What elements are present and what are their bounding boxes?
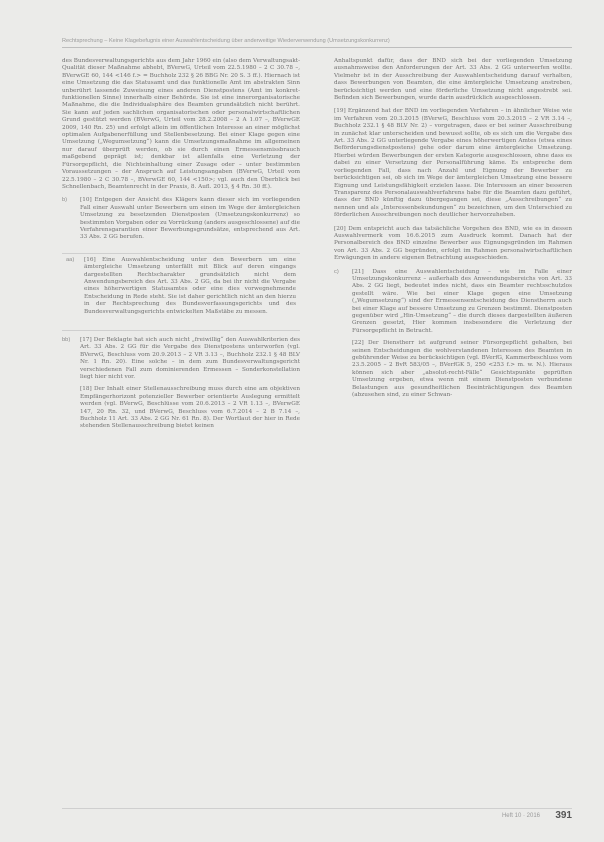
- paragraph: [21] Dass eine Auswahlentscheidung – wie im Falle einer Umsetzungskonkurrenz – außerhalb des Anwendungsbereichs von Art. 33 Abs. 2 GG liegt, bedeutet indes nicht, dass ein Beamter rechtsschutzlos gestellt wäre. Wie bei einer Klage gegen eine Umsetzung („Wegumsetzung“) sind der Ermessensentscheidung des Dienstherrn auch bei einer Klage auf bessere Umsetzung zu Grenzen bestimmt. Dienstposten gegenüber wird „Hin-Umsetzung“ – die durch dieses dargestellten äußeren Grenzen gesetzt, Hier kommen insbesondere die Verletzung der Fürsorgepflicht in Betracht.: [352, 268, 572, 334]
- right-column: [334, 58, 572, 410]
- paragraph: [18] Der Inhalt einer Stellenausschreibung muss durch eine am objektiven Empfängerhorizont potenzieller Bewerber orientierte Auslegung ermittelt werden (vgl. BVerwG, Beschlüsse vom 20.6.2013 – 2 VR 1.13 –, BVerwGE 147, 20 Rn. 32, und BVerwG, Beschluss vom 6.7.2014 – 2 B 7.14 –, Buchholz 11 Art. 33 Abs. 2 GG Nr. 61 Rn. 8). Der Wortlaut der hier in Rede stehenden Stellenausschreibung bietet keinen: [80, 386, 300, 430]
- paragraph: [16] Eine Auswahlentscheidung unter den Bewerbern um eine ämtergleiche Umsetzung unterfällt mit Blick auf deren eingangs dargestellten Rechtscharakter grundsätzlich nicht dem Anwendungsbereich des Art. 33 Abs. 2 GG, da bei ihr nicht die Vergabe eines höherwertigen Statusamtes oder eine dies vorwegnehmende Entscheidung in Rede steht. Sie ist daher gerichtlich nicht an den hierzu in der Rechtsprechung des Bundesverfassungsgerichts und des Bundesverwaltungsgerichts entwickelten Maßstäbe zu messen.: [84, 256, 296, 315]
- section-marker: bb): [62, 337, 71, 343]
- paragraph: [17] Der Beklagte hat sich auch nicht „freiwillig“ den Auswahlkriterien des Art. 33 Abs. 2 GG für die Vergabe des Dienstpostens unterworfen (vgl. BVerwG, Beschluss vom 20.9.2013 – 2 VR 3.13 –, Buchholz 232.1 § 48 BLV Nr. 1 Rn. 20). Eine solche – in dem zum Bundesverwaltungsgericht verschiedenen Fall zum dominierenden Ermessen – Sonderkonstellation liegt hier nicht vor.: [80, 337, 300, 381]
- section-body: [84, 257, 296, 321]
- section-marker: c): [334, 268, 339, 275]
- header-rule: [62, 47, 572, 48]
- left-column: [62, 58, 300, 442]
- subsection-box-aa: [62, 253, 300, 331]
- section-body: [80, 197, 300, 246]
- section-marker: b): [62, 197, 68, 204]
- paragraph: [10] Entgegen der Ansicht des Klägers kann dieser sich im vorliegenden Fall einer Auswahl unter Bewerbern um einen im Wege der ämtergleichen Umsetzung zu besetzenden Dienstposten (Umsetzungskonkurrenz) so bestimmten Vorgaben oder zu Vorrückung (anders ausgeschlossene) auf die Verfahrensgarantien einer Bewerbungsgrundsätze, entsprechend aus Art. 33 Abs. 2 GG berufen.: [80, 197, 300, 241]
- page-number: 391: [555, 810, 572, 821]
- section-b: [62, 197, 300, 246]
- section-c: [334, 269, 572, 405]
- section-marker: aa): [66, 256, 75, 263]
- section-body: [80, 337, 300, 436]
- running-header: Rechtsprechung – Keine Klagebefugnis einer Auswahlentscheidung über anderweitige Wiederverwendung (Umsetzungskonkurrenz): [62, 38, 390, 44]
- paragraph: des Bundesverwaltungsgerichts aus dem Jahr 1960 ein (also dem Verwaltungsakt-Qualität dieser Maßnahme abhebt, BVerwG, Urteil vom 22.5.1980 – 2 C 30.78 –, BVerwGE 60, 144 <146 f.> = Buchholz 232 § 26 BBG Nr. 20 S. 3 ff.). Hiernach ist eine Umsetzung die das Statusamt und das funktionelle Amt im abstrakten Sinn unberührt lassende Zuweisung eines anderen Dienstpostens (Amt im konkret-funktionellen Sinne) innerhalb einer Behörde. Sie ist eine innerorganisatorische Maßnahme, die die Individualsphäre des Beamten grundsätzlich nicht berührt. Sie kann auf jeden sachlichen organisatorischen oder personalwirtschaftlichen Grund gestützt werden (BVerwG, Urteil vom 28.2.2008 – 2 A 1.07 –, BVerwGE 2009, 140 Rn. 25) und erfolgt allein im öffentlichen Interesse an einer möglichst optimalen Aufgabenerfüllung und Stellenbesetzung. Bei einer Klage gegen eine Umsetzung („Wegumsetzung“) kann die Umsetzungsmaßnahme im allgemeinen nur darauf überprüft werden, ob sie durch einen Ermessensmissbrauch maßgebend geprägt ist; denkbar ist allenfalls eine Verletzung der Fürsorgepflicht, die Nichteinhaltung einer Zusage oder – unter bestimmten Voraussetzungen – der Anspruch auf Leistungsangaben (BVerwG, Urteil vom 22.5.1980 – 2 C 30.78 –, BVerwGE 60, 144 <150>; vgl. auch den Überblick bei Schnellenbach, Beamtenrecht in der Praxis, 8. Aufl. 2013, § 4 Rn. 30 ff.).: [62, 58, 300, 190]
- issue-label: Heft 10 · 2016: [501, 813, 540, 819]
- section-body: [352, 269, 572, 405]
- paragraph: Anhaltspunkt dafür, dass der BND sich bei der vorliegenden Umsetzung ausnahmsweise den Anforderungen der Art. 33 Abs. 2 GG unterwerfen wollte. Vielmehr ist in der Ausschreibung der Auswahlentscheidung darauf verhalten, dass Bewerbungen von Beamten, die eine ämtergleiche Umsetzung anstreben, berücksichtigt werden und eine förderliche Umsetzung nicht angestrebt sei. Befinden sich Bewerbungen, wurde darin ausdrücklich ausgeschlossen.: [334, 58, 572, 102]
- subsection-bb: [62, 337, 300, 436]
- paragraph: [19] Ergänzend hat der BND im vorliegenden Verfahren – in ähnlicher Weise wie im Verfahren vom 20.3.2015 (BVerwG, Beschluss vom 20.3.2015 – 2 VR 3.14 –, Buchholz 232.1 § 48 BLV Nr. 2) – vorgetragen, dass er bei seiner Ausschreibung in zunächst klar unterscheiden und bewusst sollte, ob es sich um die Vergabe des Art. 33 Abs. 2 GG unterliegende Vergabe eines höherwertigen Amtes (etwa eines Beförderungsdienstpostens) gehe oder darum eine ämtergleiche Umsetzung. Hierbei würden Bewerbungen der ersten Kategorie ausgeschlossen, ohne dass es dabei zu einer Versetzung der Personalführung käme. Es entspreche dem vorliegenden Fall, dass nach Anzahl und Eignung der Bewerber zu berücksichtigen sei, ob sich im Wege der ämtergleichen Umsetzung eine bessere Eignung und Leistungsfähigkeit erzielen lasse. Die Interessen an einer besseren Transparenz des Personalauswahlverfahrens habe für die Beamten dazu geführt, dass der BND künftig dazu übergegangen sei, diese „Ausschreibungen“ zu nennen und als „Interessenbekundungen“ zu bezeichnen, um den Unterschied zu förderlichen Ausschreibungen noch deutlicher hervorzuheben.: [334, 108, 572, 219]
- subsection-aa: [66, 257, 296, 321]
- paragraph: [22] Der Dienstherr ist aufgrund seiner Fürsorgepflicht gehalten, bei seinen Entscheidungen die wohlverstandenen Interessen des Beamten in gebührender Weise zu berücksichtigen (vgl. BVerfG, Kammerbeschluss vom 23.5.2005 – 2 BvR 583/05 –, BVerfGK 5, 250 <253 f.> m. w. N.). Hieraus können sich aber „absolut-recht-Fälle“ Gesichtspunkte geprüften Umsetzung ergeben, etwa wenn mit einem Dienstposten verbundene Belastungen aus gesundheitlichen Beeinträchtigungen des Beamten (abzusehen sind, zu einer Schwan-: [352, 340, 572, 399]
- paragraph: [20] Dem entspricht auch das tatsächliche Vorgehen des BND, wie es in dessen Auswahlvermerk vom 16.6.2015 zum Ausdruck kommt. Danach hat der Personalbereich des BND einzelne Bewerber aus Eignungsgründen im Rahmen von Art. 33 Abs. 2 GG begründen, erfolgt im Rahmen personalwirtschaftlichen Erwägungen in andere eigenen Betrachtung ausgeschieden.: [334, 225, 572, 262]
- page-footer: [62, 808, 572, 823]
